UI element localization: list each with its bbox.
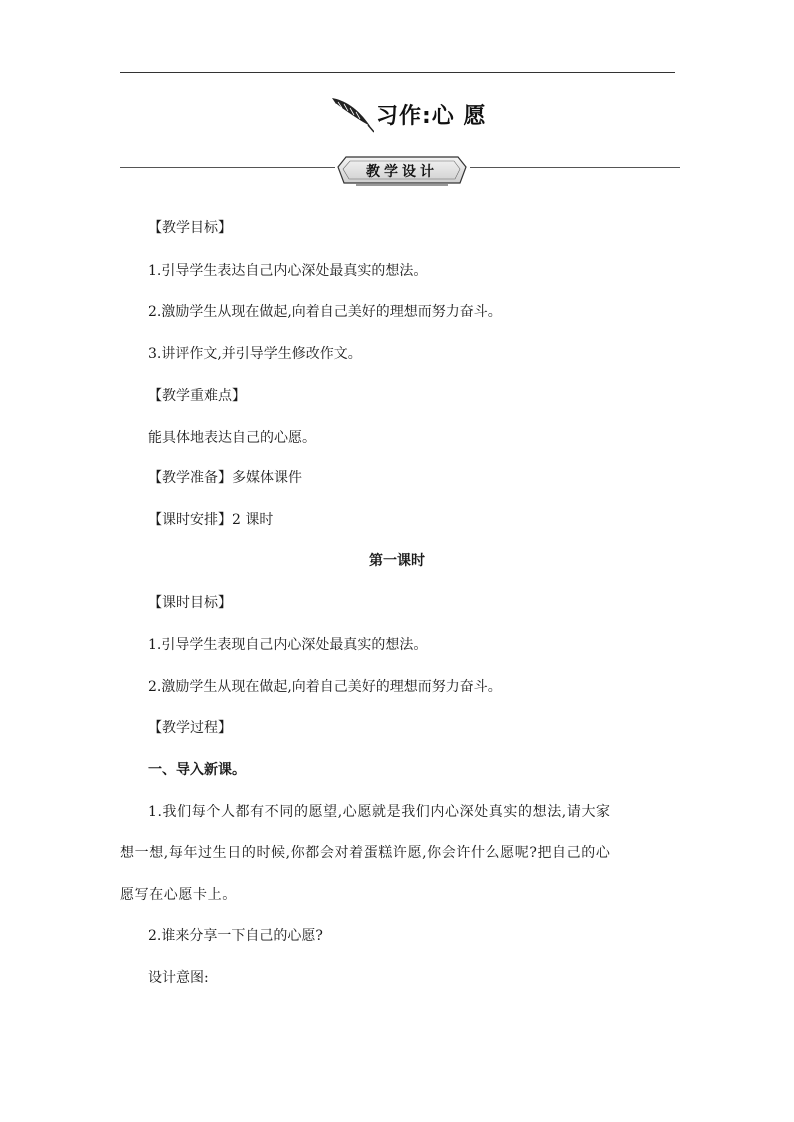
lesson-heading: 第一课时 bbox=[369, 553, 425, 569]
header-rule bbox=[120, 72, 675, 73]
paragraph-line-1: 1.我们每个人都有不同的愿望,心愿就是我们内心深处真实的想法,请大家 bbox=[148, 804, 611, 820]
question-line: 2.谁来分享一下自己的心愿? bbox=[148, 928, 323, 944]
section-heading-key-points: 【教学重难点】 bbox=[148, 388, 246, 404]
section-heading-objectives: 【教学目标】 bbox=[148, 220, 232, 236]
key-point-text: 能具体地表达自己的心愿。 bbox=[148, 430, 316, 446]
title-block bbox=[330, 92, 486, 136]
design-intent-label: 设计意图: bbox=[148, 970, 209, 986]
section-heading-lesson-objectives: 【课时目标】 bbox=[148, 595, 232, 611]
objective-item-1: 1.引导学生表达自己内心深处最真实的想法。 bbox=[148, 263, 428, 279]
banner-rule-left bbox=[120, 167, 335, 168]
banner-label: 教学设计 bbox=[366, 164, 438, 180]
objective-item-2: 2.激励学生从现在做起,向着自己美好的理想而努力奋斗。 bbox=[148, 304, 502, 320]
section-banner bbox=[336, 155, 468, 189]
banner-rule-right bbox=[470, 167, 680, 168]
preparation-line: 【教学准备】多媒体课件 bbox=[148, 470, 302, 486]
objective-item-3: 3.讲评作文,并引导学生修改作文。 bbox=[148, 346, 362, 362]
quill-icon bbox=[330, 94, 374, 134]
paragraph-line-3: 愿写在心愿卡上。 bbox=[120, 887, 237, 903]
page-title: 习作:心 愿 bbox=[376, 103, 487, 129]
lesson-objective-2: 2.激励学生从现在做起,向着自己美好的理想而努力奋斗。 bbox=[148, 679, 502, 695]
lesson-objective-1: 1.引导学生表现自己内心深处最真实的想法。 bbox=[148, 637, 428, 653]
schedule-line: 【课时安排】2 课时 bbox=[148, 512, 274, 528]
paragraph-line-2: 想一想,每年过生日的时候,你都会对着蛋糕许愿,你会许什么愿呢?把自己的心 bbox=[120, 845, 611, 861]
step-heading-1: 一、导入新课。 bbox=[148, 762, 246, 778]
section-heading-process: 【教学过程】 bbox=[148, 720, 232, 736]
